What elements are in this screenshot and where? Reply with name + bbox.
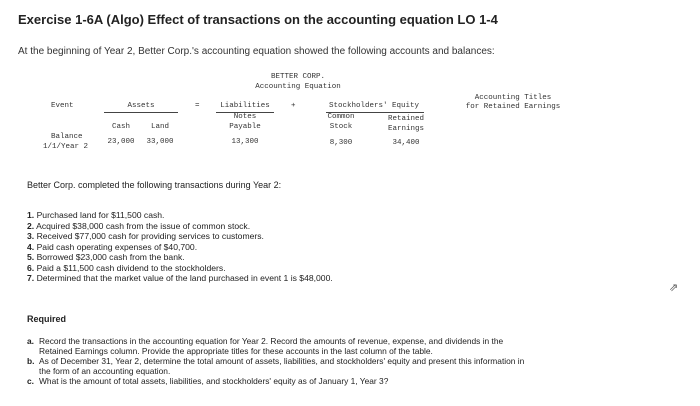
transaction-item: [27, 242, 333, 253]
common-stock-label-1: Common: [327, 113, 355, 121]
notes-payable-label-1: Notes: [233, 113, 257, 121]
balance-cash: 23,000: [107, 138, 135, 146]
assets-underline: [104, 112, 178, 113]
required-list: [27, 336, 524, 386]
exercise-title: Exercise 1-6A (Algo) Effect of transactions on the accounting equation LO 1-4: [18, 12, 498, 27]
transaction-item: [27, 273, 333, 284]
required-text-b-1: As of December 31, Year 2, determine the total amount of assets, liabilities, and stockholders' equity and present this information in: [39, 356, 525, 366]
transaction-number: 7.: [27, 273, 35, 283]
transaction-item: [27, 221, 333, 232]
table-subtitle: Accounting Equation: [255, 83, 341, 91]
balance-retained-earnings: 34,400: [392, 139, 420, 147]
required-label-c: c.: [27, 376, 34, 386]
notes-payable-label-2: Payable: [229, 123, 261, 131]
transaction-item: [27, 231, 333, 242]
titles-header-line1: Accounting Titles: [474, 94, 552, 102]
required-heading: Required: [27, 314, 67, 324]
exercise-intro: At the beginning of Year 2, Better Corp.'s accounting equation showed the following accounts and balances:: [18, 46, 495, 57]
required-text-a-1: Record the transactions in the accounting equation for Year 2. Record the amounts of revenue, expense, and dividends in the: [39, 336, 504, 346]
transaction-item: [27, 252, 333, 263]
transaction-number: 2.: [27, 220, 35, 231]
required-label-b: b.: [27, 356, 35, 366]
titles-header-line2: for Retained Earnings: [465, 103, 561, 111]
liabilities-header: Liabilities: [220, 102, 270, 110]
transaction-text: Received $77,000 cash for providing services to customers.: [36, 231, 264, 241]
transaction-text: Paid cash operating expenses of $40,700.: [36, 241, 198, 252]
required-item-b: [27, 356, 524, 376]
transaction-text: Paid a $11,500 cash dividend to the stockholders.: [36, 262, 226, 273]
cash-label: Cash: [111, 123, 131, 131]
required-item-c: [27, 376, 524, 386]
balance-label-1: Balance: [51, 133, 83, 141]
balance-common-stock: 8,300: [329, 139, 353, 147]
retained-earnings-label-2: Earnings: [387, 125, 425, 133]
required-text-b-2: the form of an accounting equation.: [39, 366, 171, 376]
transactions-intro: Better Corp. completed the following transactions during Year 2:: [27, 180, 282, 190]
transactions-list: [27, 210, 333, 284]
plus-sign: +: [291, 102, 296, 110]
assets-header: Assets: [127, 102, 155, 110]
transaction-text: Borrowed $23,000 cash from the bank.: [36, 252, 185, 262]
event-header: Event: [51, 102, 74, 110]
land-label: Land: [150, 123, 170, 131]
transaction-number: 4.: [27, 241, 35, 252]
equity-header: Stockholders' Equity: [328, 102, 420, 110]
retained-earnings-label-1: Retained: [387, 115, 425, 123]
transaction-number: 1.: [27, 210, 35, 220]
balance-notes-payable: 13,300: [231, 138, 259, 146]
transaction-number: 6.: [27, 262, 35, 273]
company-name: BETTER CORP.: [270, 73, 326, 81]
transaction-number: 5.: [27, 252, 35, 262]
common-stock-label-2: Stock: [329, 123, 353, 131]
mouse-cursor-icon: ⇗: [669, 282, 679, 294]
transaction-item: [27, 210, 333, 221]
transaction-item: [27, 263, 333, 274]
required-text-a-2: Retained Earnings column. Provide the appropriate titles for these accounts in the last column of the table.: [39, 346, 433, 356]
balance-label-2: 1/1/Year 2: [43, 143, 89, 151]
transaction-text: Acquired $38,000 cash from the issue of common stock.: [36, 220, 251, 231]
required-label-a: a.: [27, 336, 34, 346]
required-text-c-1: What is the amount of total assets, liabilities, and stockholders' equity as of January 1, Year 3?: [39, 376, 389, 386]
equals-sign: =: [195, 102, 200, 110]
transaction-text: Determined that the market value of the land purchased in event 1 is $48,000.: [36, 273, 333, 283]
transaction-text: Purchased land for $11,500 cash.: [36, 210, 165, 220]
transaction-number: 3.: [27, 231, 35, 241]
balance-land: 33,000: [146, 138, 174, 146]
required-item-a: [27, 336, 524, 356]
